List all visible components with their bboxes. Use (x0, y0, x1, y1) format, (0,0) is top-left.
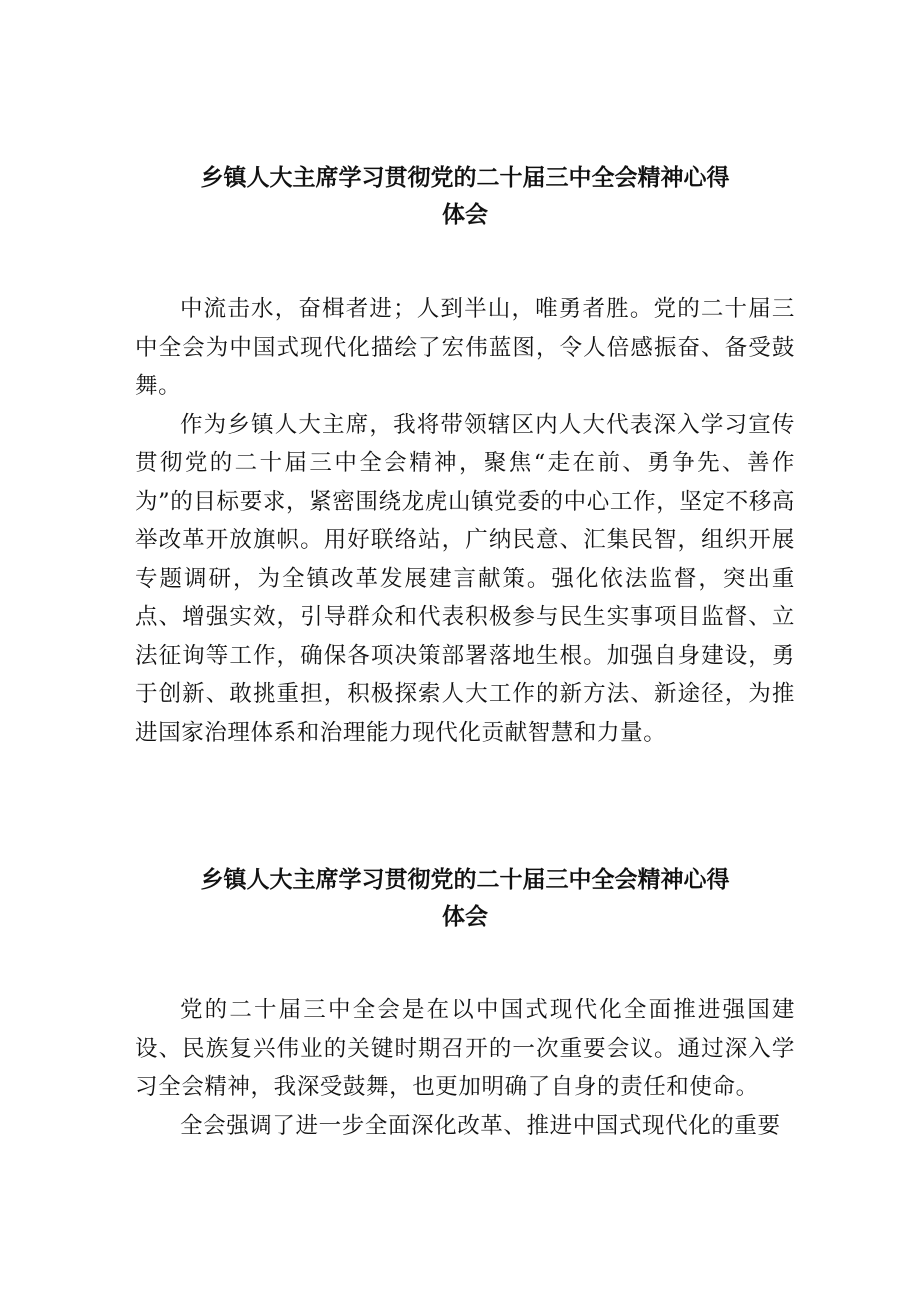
paragraph: 作为乡镇人大主席，我将带领辖区内人大代表深入学习宣传贯彻党的二十届三中全会精神，聚焦“走在前、勇争先、善作为”的目标要求，紧密围绕龙虎山镇党委的中心工作，坚定不移高举改革开放旗帜。用好联络站，广纳民意、汇集民智，组织开展专题调研，为全镇改革发展建言献策。强化依法监督，突出重点、增强实效，引导群众和代表积极参与民生实事项目监督、立法征询等工作，确保各项决策部署落地生根。加强自身建设，勇于创新、敢挑重担，积极探索人大工作的新方法、新途径，为推进国家治理体系和治理能力现代化贡献智慧和力量。 (135, 411, 795, 746)
article-body (135, 290, 795, 752)
article-section-2 (135, 862, 795, 1145)
paragraph: 全会强调了进一步全面深化改革、推进中国式现代化的重要 (180, 1112, 781, 1139)
paragraph: 中流击水，奋楫者进；人到半山，唯勇者胜。党的二十届三中全会为中国式现代化描绘了宏伟蓝图，令人倍感振奋、备受鼓舞。 (135, 296, 795, 399)
article-title (135, 160, 795, 234)
article-title (135, 862, 795, 936)
article-section-1 (135, 160, 795, 752)
title-line-1: 乡镇人大主席学习贯彻党的二十届三中全会精神心得 (200, 165, 730, 191)
article-body (135, 991, 795, 1145)
paragraph: 党的二十届三中全会是在以中国式现代化全面推进强国建设、民族复兴伟业的关键时期召开的一次重要会议。通过深入学习全会精神，我深受鼓舞，也更加明确了自身的责任和使命。 (135, 997, 795, 1100)
title-line-1: 乡镇人大主席学习贯彻党的二十届三中全会精神心得 (200, 867, 730, 893)
title-line-2: 体会 (442, 202, 488, 228)
title-line-2: 体会 (442, 904, 488, 930)
